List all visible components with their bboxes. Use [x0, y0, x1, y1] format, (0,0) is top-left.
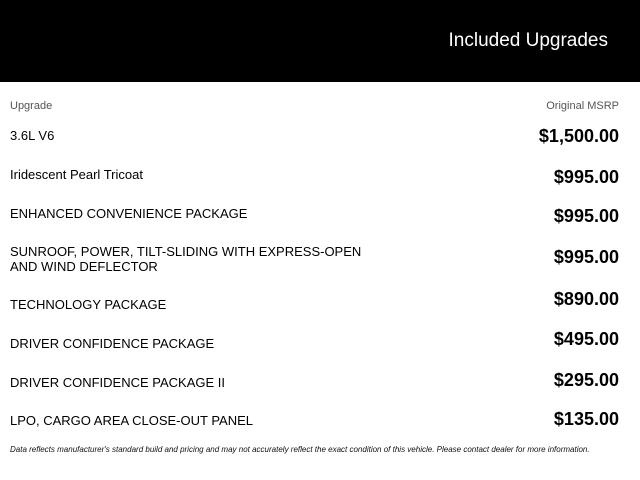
upgrade-price: $135.00 [553, 409, 619, 429]
disclaimer-text: Data reflects manufacturer's standard build and pricing and may not accurately reflect the exact condition of this vehicle. Please contact dealer for more information. [10, 445, 590, 454]
column-header-upgrade: Upgrade [10, 100, 53, 112]
upgrade-name: SUNROOF, POWER, TILT-SLIDING WITH EXPRESS-OPEN AND WIND DEFLECTOR [10, 244, 362, 274]
page-header [0, 0, 640, 82]
upgrade-name: Iridescent Pearl Tricoat [10, 167, 143, 182]
upgrade-name: ENHANCED CONVENIENCE PACKAGE [10, 206, 248, 221]
upgrade-name: 3.6L V6 [10, 128, 55, 143]
upgrade-name: DRIVER CONFIDENCE PACKAGE [10, 336, 215, 351]
upgrade-price: $495.00 [553, 329, 619, 349]
upgrade-price: $295.00 [553, 370, 619, 390]
upgrade-price: $995.00 [553, 247, 619, 267]
upgrade-price: $995.00 [553, 206, 619, 226]
upgrade-price: $1,500.00 [538, 126, 619, 146]
upgrade-price: $890.00 [553, 289, 619, 309]
upgrade-name: LPO, CARGO AREA CLOSE-OUT PANEL [10, 413, 253, 428]
upgrade-name: TECHNOLOGY PACKAGE [10, 297, 167, 312]
column-header-msrp: Original MSRP [546, 100, 619, 112]
upgrade-price: $995.00 [553, 167, 619, 187]
page-title: Included Upgrades [448, 30, 608, 51]
upgrade-name: DRIVER CONFIDENCE PACKAGE II [10, 375, 226, 390]
